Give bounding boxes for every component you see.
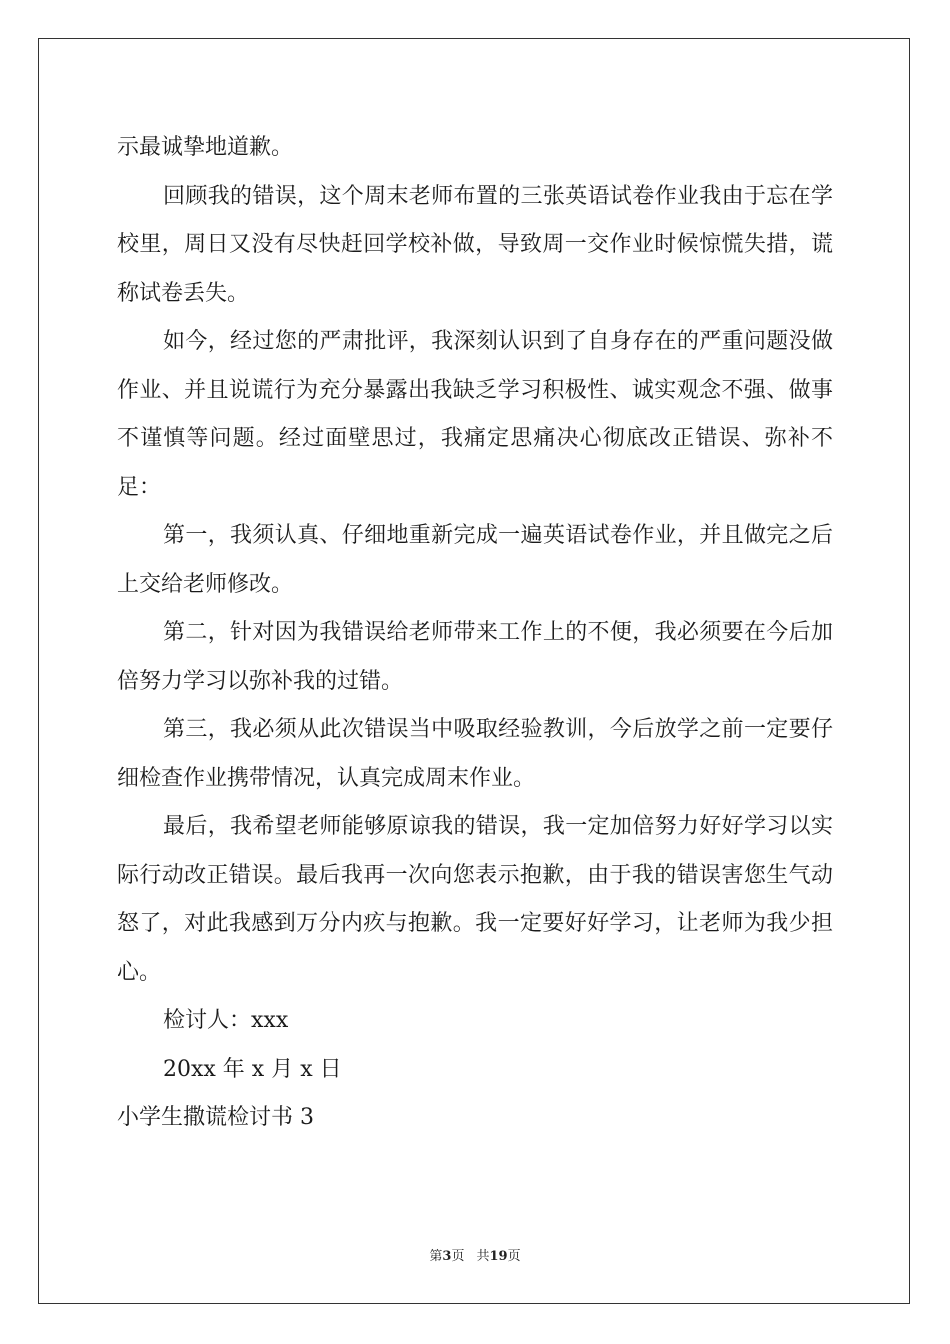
document-body — [117, 124, 833, 1143]
signature-line: 检讨人：xxx — [163, 1008, 289, 1033]
footer-total-prefix: 共 — [476, 1249, 490, 1264]
footer-page-suffix: 页 — [451, 1249, 465, 1264]
date-line: 20xx 年 x 月 x 日 — [163, 1056, 342, 1082]
footer-total-suffix: 页 — [507, 1249, 521, 1264]
paragraph-conclusion: 最后，我希望老师能够原谅我的错误，我一定加倍努力好好学习以实际行动改正错误。最后我再一次向您表示抱歉，由于我的错误害您生气动怒了，对此我感到万分内疚与抱歉。我一定要好好学习，让老师为我少担心。 — [117, 814, 833, 985]
footer-page-number: 3 — [442, 1249, 452, 1264]
footer-page-prefix: 第 — [429, 1249, 443, 1264]
paragraph-recognition: 如今，经过您的严肃批评，我深刻认识到了自身存在的严重问题没做作业、并且说谎行为充分暴露出我缺乏学习积极性、诚实观念不强、做事不谨慎等问题。经过面壁思过，我痛定思痛决心彻底改正错误、弥补不足： — [117, 329, 833, 500]
next-section-title: 小学生撒谎检讨书 3 — [117, 1105, 314, 1130]
paragraph-third-action: 第三，我必须从此次错误当中吸取经验教训，今后放学之前一定要仔细检查作业携带情况，认真完成周末作业。 — [117, 717, 833, 791]
paragraph-first-action: 第一，我须认真、仔细地重新完成一遍英语试卷作业，并且做完之后上交给老师修改。 — [117, 523, 833, 597]
footer-total-pages: 19 — [489, 1249, 508, 1264]
page-footer — [0, 1247, 950, 1267]
paragraph-review-mistake: 回顾我的错误，这个周末老师布置的三张英语试卷作业我由于忘在学校里，周日又没有尽快赶回学校补做，导致周一交作业时候惊慌失措，谎称试卷丢失。 — [117, 183, 833, 306]
paragraph-second-action: 第二，针对因为我错误给老师带来工作上的不便，我必须要在今后加倍努力学习以弥补我的过错。 — [117, 620, 833, 694]
paragraph-apology-end: 示最诚挚地道歉。 — [117, 135, 294, 160]
